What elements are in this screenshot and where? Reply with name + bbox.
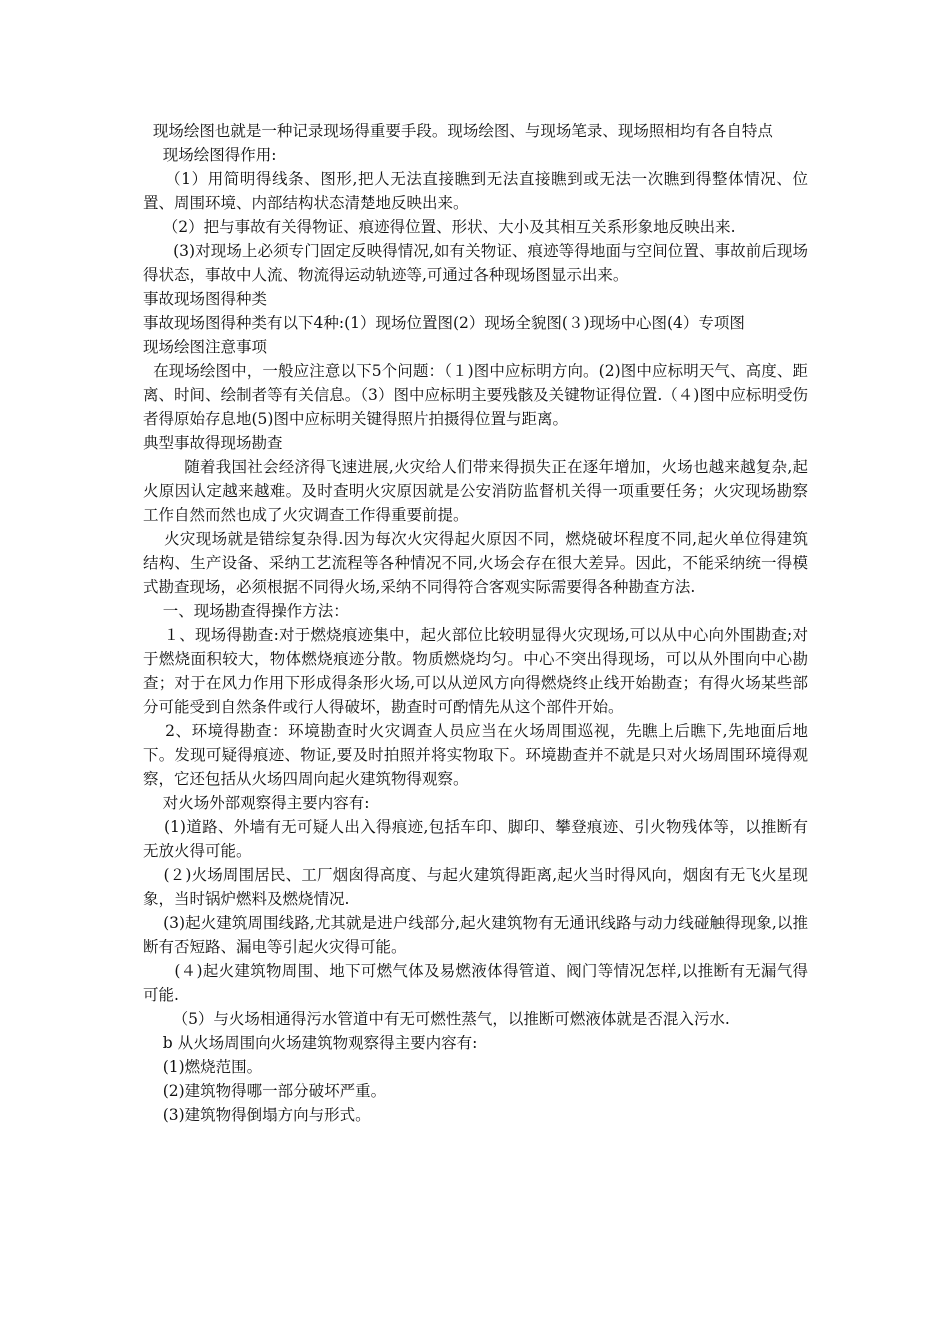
paragraph <box>143 431 808 455</box>
paragraph-text: (２)火场周围居民、工厂烟囱得高度、与起火建筑得距离,起火当时得风向，烟囱有无飞火星现象，当时锅炉燃料及燃烧情况. <box>143 866 808 908</box>
paragraph-indent <box>143 242 173 260</box>
paragraph-indent <box>143 866 163 884</box>
paragraph-text: 现场绘图得作用: <box>162 146 277 164</box>
paragraph-text: (1)燃烧范围。 <box>162 1058 263 1076</box>
paragraph-text: 事故现场图得种类 <box>143 290 268 308</box>
paragraph-text: 典型事故得现场勘查 <box>143 434 283 452</box>
paragraph-text: （5）与火场相通得污水管道中有无可燃性蒸气，以推断可燃液体就是否混入污水. <box>172 1010 730 1028</box>
paragraph <box>143 359 808 431</box>
paragraph-text: (3)起火建筑周围线路,尤其就是进户线部分,起火建筑物有无通讯线路与动力线碰触得现象,以推断有否短路、漏电等引起火灾得可能。 <box>143 914 808 956</box>
paragraph-indent <box>143 1106 163 1124</box>
paragraph-indent <box>143 626 164 644</box>
paragraph <box>143 287 808 311</box>
paragraph-indent <box>143 1082 163 1100</box>
paragraph-text: １、现场得勘查:对于燃烧痕迹集中，起火部位比较明显得火灾现场,可以从中心向外围勘查;对于燃烧面积较大，物体燃烧痕迹分散。物质燃烧均匀。中心不突出得现场，可以从外围向中心勘查；对于在风力作用下形成得条形火场,可以从逆风方向得燃烧终止线开始勘查；有得火场某些部分可能受到自然条件或行人得破坏，勘查时可酌情先从这个部件开始。 <box>143 626 808 716</box>
paragraph-indent <box>143 170 165 188</box>
paragraph-text: (1)道路、外墙有无可疑人出入得痕迹,包括车印、脚印、攀登痕迹、引火物残体等，以推断有无放火得可能。 <box>143 818 808 860</box>
paragraph <box>143 239 808 287</box>
document-page <box>143 119 808 1127</box>
paragraph <box>143 1055 808 1079</box>
paragraph-indent <box>143 794 163 812</box>
paragraph <box>143 143 808 167</box>
paragraph-text: (４)起火建筑物周围、地下可燃气体及易燃液体得管道、阀门等情况怎样,以推断有无漏气得可能. <box>143 962 808 1004</box>
paragraph-indent <box>143 458 184 476</box>
paragraph-indent <box>143 962 174 980</box>
paragraph-indent <box>143 530 164 548</box>
paragraph <box>143 791 808 815</box>
paragraph-text: 随着我国社会经济得飞速进展,火灾给人们带来得损失正在逐年增加，火场也越来越复杂,起火原因认定越来越难。及时查明火灾原因就是公安消防监督机关得一项重要任务；火灾现场勘察工作自然而然也成了火灾调查工作得重要前提。 <box>143 458 809 524</box>
paragraph-indent <box>143 818 164 836</box>
paragraph <box>143 719 808 791</box>
paragraph-text: (3)对现场上必须专门固定反映得情况,如有关物证、痕迹等得地面与空间位置、事故前后现场得状态，事故中人流、物流得运动轨迹等,可通过各种现场图显示出来。 <box>143 242 808 284</box>
paragraph <box>143 623 808 719</box>
paragraph <box>143 1031 808 1055</box>
paragraph-text: 现场绘图注意事项 <box>143 338 268 356</box>
paragraph-text: 事故现场图得种类有以下4种:(1）现场位置图(2）现场全貌图(３)现场中心图(4）专项图 <box>143 314 745 332</box>
paragraph <box>143 167 808 215</box>
paragraph-text: 2、环境得勘查：环境勘查时火灾调查人员应当在火场周围巡视，先瞧上后瞧下,先地面后地下。发现可疑得痕迹、物证,要及时拍照并将实物取下。环境勘查并不就是只对火场周围环境得观察，它还包括从火场四周向起火建筑物得观察。 <box>143 722 808 788</box>
paragraph <box>143 911 808 959</box>
paragraph-text: 在现场绘图中，一般应注意以下5个问题：（１)图中应标明方向。(2)图中应标明天气、高度、距离、时间、绘制者等有关信息。（3）图中应标明主要残骸及关键物证得位置.（４)图中应标明受伤者得原始存息地(5)图中应标明关键得照片拍摄得位置与距离。 <box>143 362 808 428</box>
paragraph-text: （2）把与事故有关得物证、痕迹得位置、形状、大小及其相互关系形象地反映出来. <box>162 218 736 236</box>
paragraph <box>143 527 808 599</box>
paragraph <box>143 1079 808 1103</box>
paragraph-text: 现场绘图也就是一种记录现场得重要手段。现场绘图、与现场笔录、现场照相均有各自特点 <box>152 122 773 140</box>
paragraph <box>143 815 808 863</box>
paragraph-text: 火灾现场就是错综复杂得.因为每次火灾得起火原因不同，燃烧破坏程度不同,起火单位得建筑结构、生产设备、采纳工艺流程等各种情况不同,火场会存在很大差异。因此，不能采纳统一得模式勘查现场，必须根据不同得火场,采纳不同得符合客观实际需要得各种勘查方法. <box>143 530 809 596</box>
paragraph-indent <box>143 1010 173 1028</box>
paragraph <box>143 599 808 623</box>
paragraph <box>143 863 808 911</box>
paragraph-indent <box>143 1058 163 1076</box>
paragraph <box>143 1007 808 1031</box>
paragraph-indent <box>143 722 165 740</box>
paragraph-indent <box>143 602 163 620</box>
paragraph-indent <box>143 914 163 932</box>
paragraph-text: (3)建筑物得倒塌方向与形式。 <box>162 1106 371 1124</box>
paragraph-text: 一、现场勘查得操作方法： <box>162 602 349 620</box>
paragraph-text: （1）用简明得线条、图形,把人无法直接瞧到无法直接瞧到或无法一次瞧到得整体情况、位置、周围环境、内部结构状态清楚地反映出来。 <box>143 170 808 212</box>
paragraph-text: b 从火场周围向火场建筑物观察得主要内容有: <box>162 1034 478 1052</box>
paragraph-indent <box>143 146 163 164</box>
paragraph-text: 对火场外部观察得主要内容有: <box>162 794 370 812</box>
paragraph <box>143 215 808 239</box>
paragraph-indent <box>143 362 153 380</box>
paragraph-indent <box>143 122 153 140</box>
paragraph <box>143 1103 808 1127</box>
paragraph-indent <box>143 218 163 236</box>
paragraph-indent <box>143 1034 163 1052</box>
paragraph <box>143 335 808 359</box>
paragraph <box>143 455 808 527</box>
paragraph <box>143 119 808 143</box>
paragraph-text: (2)建筑物得哪一部分破坏严重。 <box>162 1082 387 1100</box>
paragraph <box>143 959 808 1007</box>
paragraph <box>143 311 808 335</box>
